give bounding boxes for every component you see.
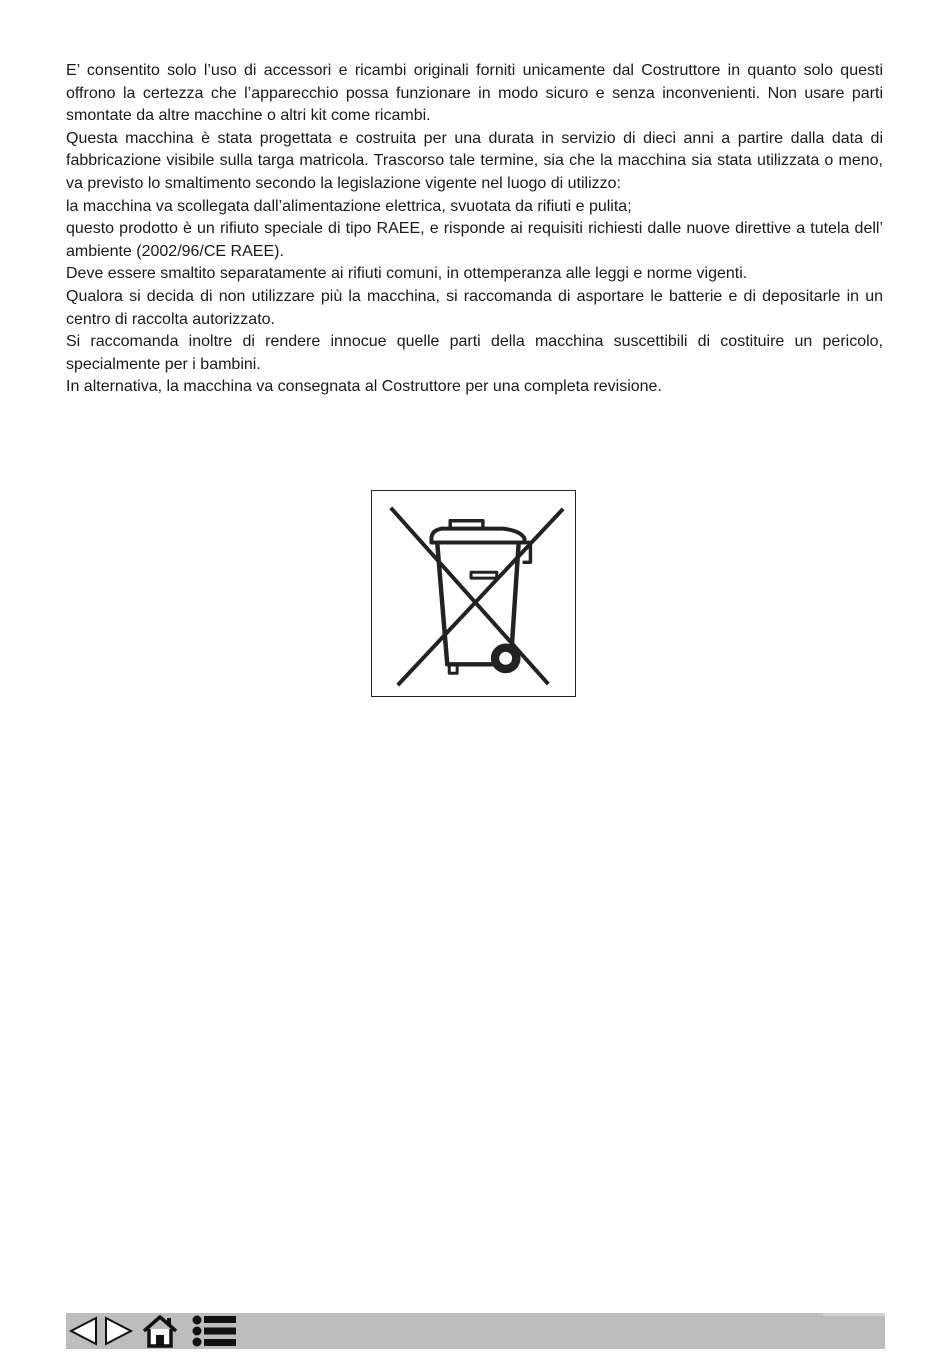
paragraph-separate-disposal: Deve essere smaltito separatamente ai rifiuti comuni, in ottemperanza alle leggi e norme vigenti. — [66, 265, 748, 283]
home-icon — [141, 1314, 179, 1348]
table-of-contents-button[interactable] — [190, 1313, 240, 1349]
previous-page-icon — [68, 1315, 98, 1347]
paragraph-service-life: Questa macchina è stata progettata e costruita per una durata in servizio di dieci anni a partire dalla data di fabbricazione visibile sulla targa matricola. Trascorso tale termine, sia che la macchina sia stata utilizzata o meno, va previsto lo smaltimento secondo la legislazione vigente nel luogo di utilizzo: — [66, 129, 883, 192]
table-of-contents-icon — [191, 1314, 239, 1348]
paragraph-original-parts: E’ consentito solo l’uso di accessori e ricambi originali forniti unicamente dal Costruttore in quanto solo questi offrono la certezza che l’apparecchio possa funzionare in modo sicuro e senza inconvenienti. Non usare parti smontate da altre macchine o altri kit come ricambi. — [66, 62, 883, 125]
crossed-out-wheelie-bin-icon — [372, 491, 575, 696]
paragraph-disconnect: la macchina va scollegata dall’alimentazione elettrica, svuotata da rifiuti e pulita; — [66, 197, 632, 215]
previous-page-button[interactable] — [66, 1313, 99, 1349]
footer-navigation-bar — [66, 1313, 885, 1349]
footer-tab-marker — [823, 1313, 885, 1316]
paragraph-alternative: In alternativa, la macchina va consegnata al Costruttore per una completa revisione. — [66, 378, 662, 396]
paragraph-raee: questo prodotto è un rifiuto speciale di tipo RAEE, e risponde ai requisiti richiesti dalle nuove direttive a tutela dell’ ambiente (2002/96/CE RAEE). — [66, 220, 883, 260]
paragraph-batteries: Qualora si decida di non utilizzare più la macchina, si raccomanda di asportare le batterie e di depositarle in un centro di raccolta autorizzato. — [66, 287, 883, 328]
document-body — [66, 60, 883, 399]
next-page-icon — [104, 1315, 134, 1347]
home-button[interactable] — [140, 1313, 180, 1349]
next-page-button[interactable] — [102, 1313, 135, 1349]
paragraph-hazards: Si raccomanda inoltre di rendere innocue quelle parti della macchina suscettibili di costituire un pericolo, specialmente per i bambini. — [66, 333, 883, 373]
weee-symbol-figure — [371, 490, 576, 697]
